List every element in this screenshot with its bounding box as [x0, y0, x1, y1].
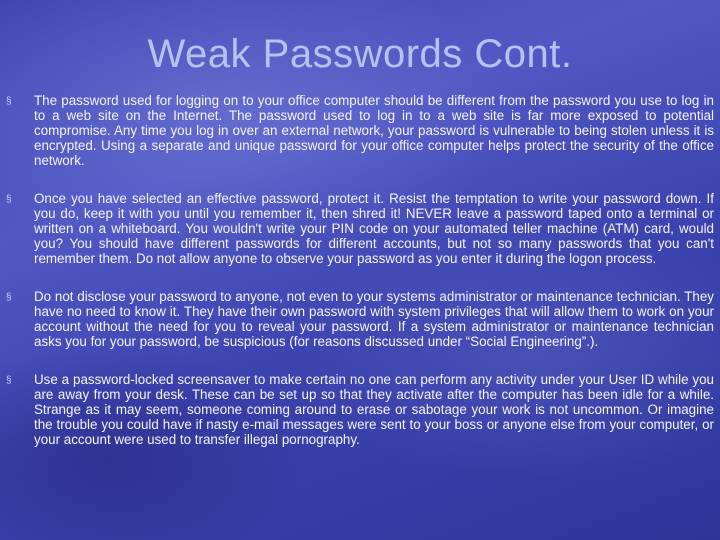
bullet-icon: § — [6, 194, 12, 205]
list-item — [0, 289, 720, 349]
bullet-text: Do not disclose your password to anyone, not even to your systems administrator or maintenance technician. They have no need to know it. They have their own password with system privileges that will allow them to work on your account without the need for you to reveal your password. If a system administrator or maintenance technician asks you for your password, be suspicious (for reasons discussed under “Social Engineering”.). — [34, 289, 714, 349]
bullet-text: The password used for logging on to your office computer should be different from the password you use to log in to a web site on the Internet. The password used to log in to a web site is far more exposed to potential compromise. Any time you log in over an external network, your password is vulnerable to being stolen unless it is encrypted. Using a separate and unique password for your office computer helps protect the security of the office network. — [34, 93, 714, 168]
bullet-list — [0, 93, 720, 470]
bullet-icon: § — [6, 96, 12, 107]
bullet-icon: § — [6, 292, 12, 303]
bullet-text: Once you have selected an effective password, protect it. Resist the temptation to write your password down. If you do, keep it with you until you remember it, then shred it! NEVER leave a password taped onto a terminal or written on a whiteboard. You wouldn't write your PIN code on your automated teller machine (ATM) card, would you? You should have different passwords for different accounts, but not so many passwords that you can't remember them. Do not allow anyone to observe your password as you enter it during the logon process. — [34, 191, 714, 266]
slide-title: Weak Passwords Cont. — [147, 32, 573, 76]
list-item — [0, 372, 720, 447]
bullet-text: Use a password-locked screensaver to make certain no one can perform any activity under your User ID while you are away from your desk. These can be set up so that they activate after the computer has been idle for a while. Strange as it may seem, someone coming around to erase or sabotage your work is not uncommon. Or imagine the trouble you could have if nasty e-mail messages were sent to your boss or anyone else from your computer, or your account were used to transfer illegal pornography. — [34, 372, 714, 447]
list-item — [0, 191, 720, 266]
list-item — [0, 93, 720, 168]
bullet-icon: § — [6, 375, 12, 386]
